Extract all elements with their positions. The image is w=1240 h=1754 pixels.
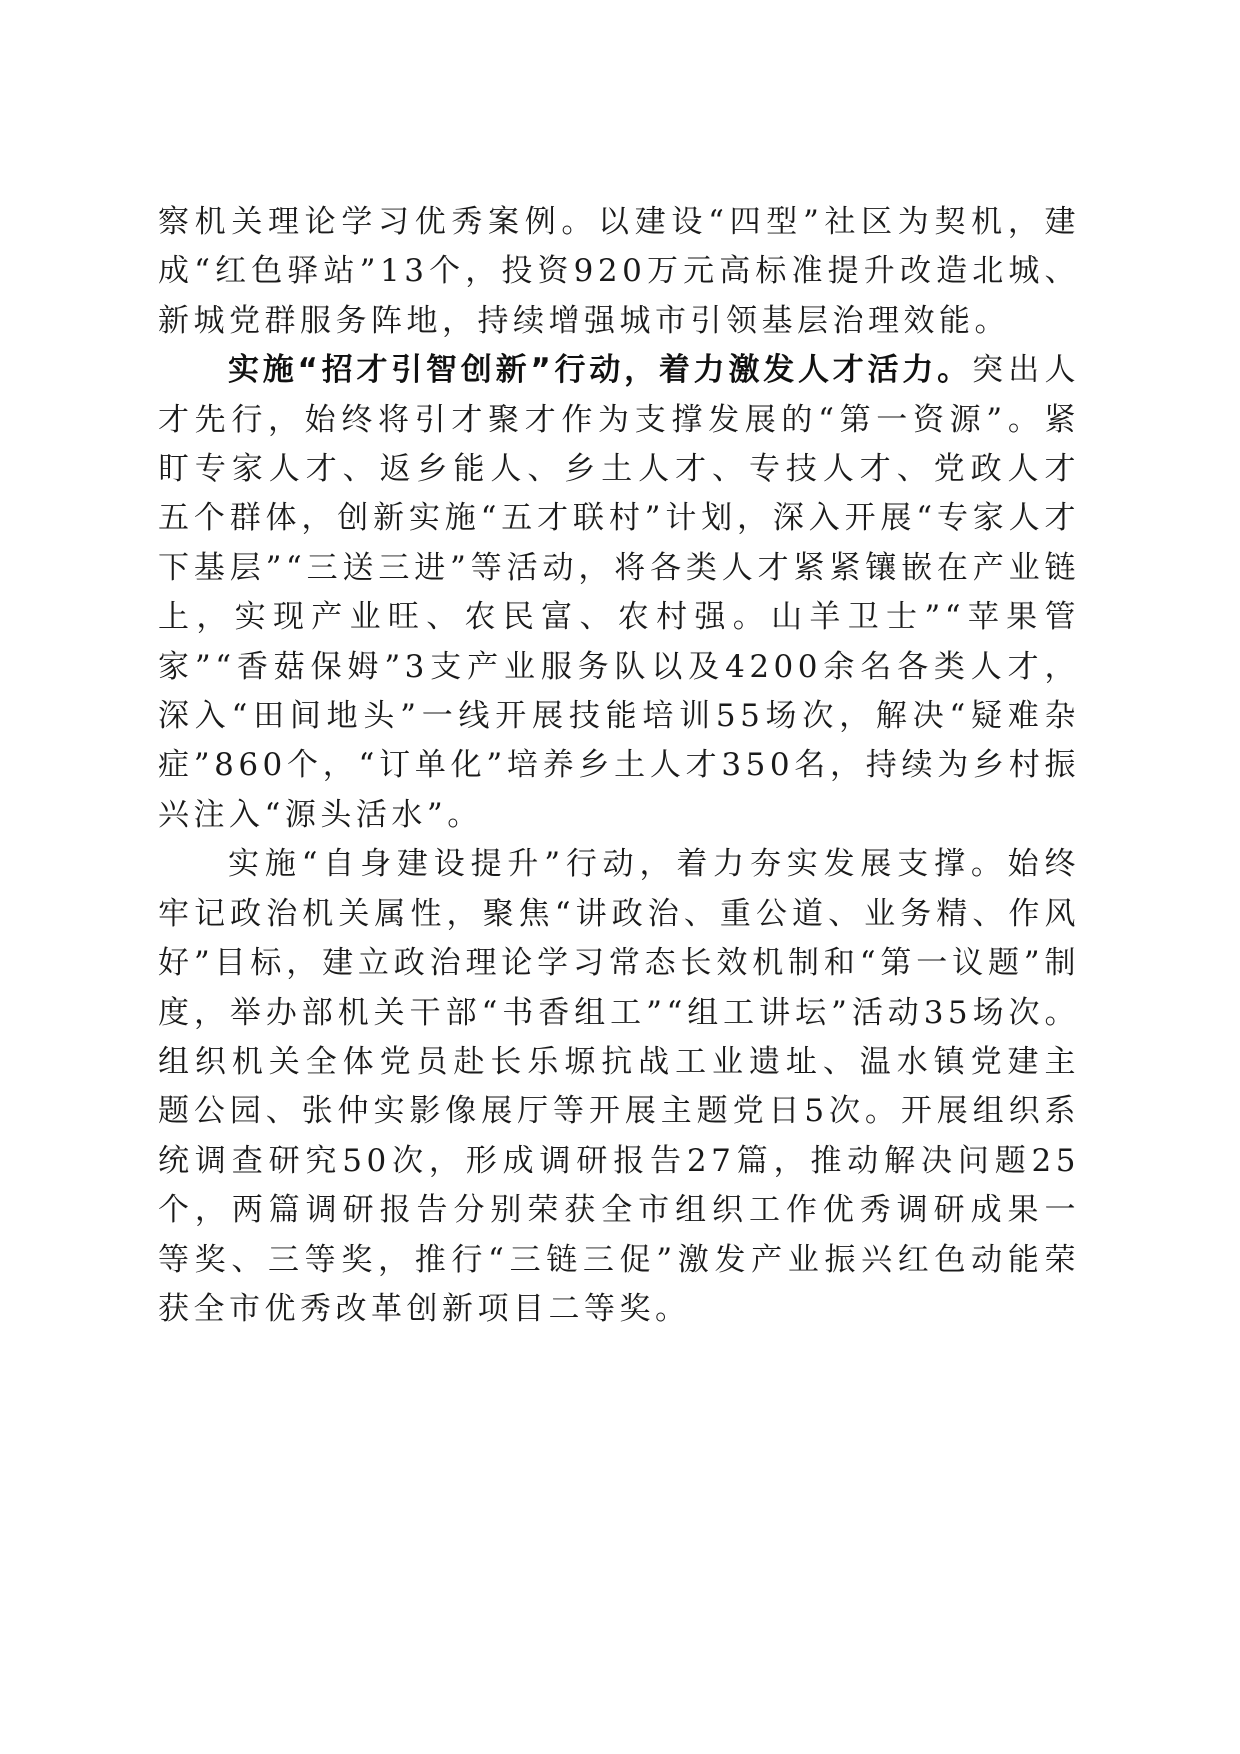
paragraph-heading: 实施“招才引智创新”行动，着力激发人才活力。 xyxy=(228,352,972,389)
document-body xyxy=(158,198,1080,1334)
paragraph-text: 察机关理论学习优秀案例。以建设“四型”社区为契机，建成“红色驿站”13个，投资920万元高标准提升改造北城、新城党群服务阵地，持续增强城市引领基层治理效能。 xyxy=(158,204,1080,339)
paragraph-talent-initiative xyxy=(158,346,1080,840)
paragraph-continuation xyxy=(158,198,1080,346)
paragraph-self-building xyxy=(158,840,1080,1334)
paragraph-text: 实施“自身建设提升”行动，着力夯实发展支撑。始终牢记政治机关属性，聚焦“讲政治、重公道、业务精、作风好”目标，建立政治理论学习常态长效机制和“第一议题”制度，举办部机关干部“书香组工”“组工讲坛”活动35场次。组织机关全体党员赴长乐塬抗战工业遗址、温水镇党建主题公园、张仲实影像展厅等开展主题党日5次。开展组织系统调查研究50次，形成调研报告27篇，推动解决问题25个，两篇调研报告分别荣获全市组织工作优秀调研成果一等奖、三等奖，推行“三链三促”激发产业振兴红色动能荣获全市优秀改革创新项目二等奖。 xyxy=(158,846,1080,1327)
paragraph-text: 突出人才先行，始终将引才聚才作为支撑发展的“第一资源”。紧盯专家人才、返乡能人、乡土人才、专技人才、党政人才五个群体，创新实施“五才联村”计划，深入开展“专家人才下基层”“三送三进”等活动，将各类人才紧紧镶嵌在产业链上，实现产业旺、农民富、农村强。山羊卫士”“苹果管家”“香菇保姆”3支产业服务队以及4200余名各类人才，深入“田间地头”一线开展技能培训55场次，解决“疑难杂症”860个，“订单化”培养乡土人才350名，持续为乡村振兴注入“源头活水”。 xyxy=(158,352,1080,833)
